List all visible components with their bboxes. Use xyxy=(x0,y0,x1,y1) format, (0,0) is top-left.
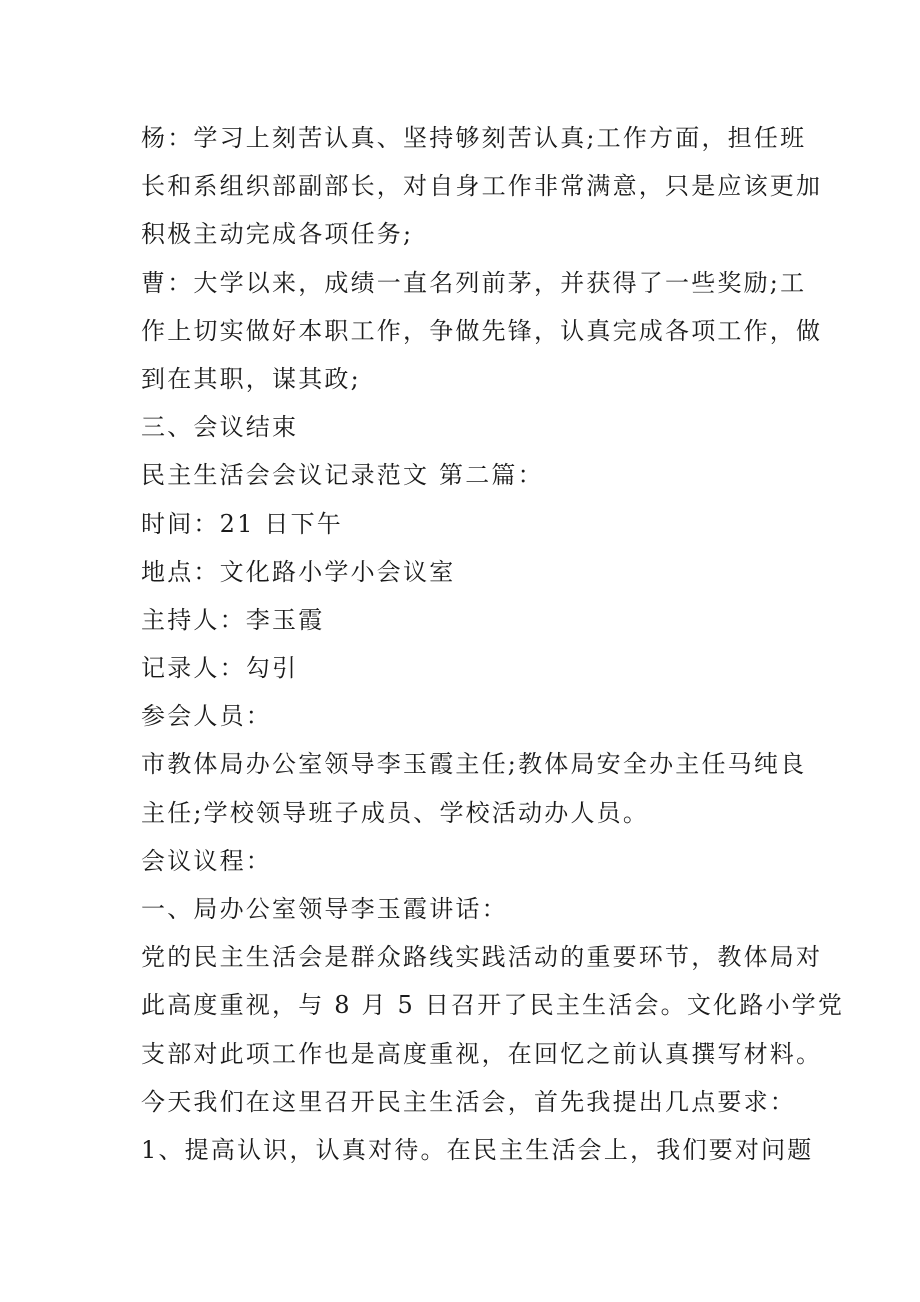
meeting-recorder: 记录人：勾引 xyxy=(141,654,299,683)
text-line: 党的民主生活会是群众路线实践活动的重要环节，教体局对 xyxy=(141,943,823,972)
text-line: 作上切实做好本职工作，争做先锋，认真完成各项工作，做 xyxy=(141,316,823,345)
section-heading: 三、会议结束 xyxy=(141,413,299,442)
document-body xyxy=(141,114,845,1174)
text-line: 主任;学校领导班子成员、学校活动办人员。 xyxy=(141,798,650,827)
text-line: 1、提高认识，认真对待。在民主生活会上，我们要对问题 xyxy=(141,1135,814,1164)
section-heading: 一、局办公室领导李玉霞讲话： xyxy=(141,895,508,923)
meeting-location: 地点：文化路小学小会议室 xyxy=(141,557,456,586)
text-line: 今天我们在这里召开民主生活会，首先我提出几点要求： xyxy=(141,1087,796,1116)
meeting-time: 时间：21 日下午 xyxy=(141,509,343,538)
document-title: 民主生活会会议记录范文 第二篇： xyxy=(141,461,544,490)
text-line: 杨：学习上刻苦认真、坚持够刻苦认真;工作方面，担任班 xyxy=(141,124,807,152)
text-line: 长和系组织部副部长，对自身工作非常满意，只是应该更加 xyxy=(141,172,823,201)
meeting-host: 主持人：李玉霞 xyxy=(141,605,325,634)
text-line: 到在其职，谋其政; xyxy=(141,364,361,393)
text-line: 市教体局办公室领导李玉霞主任;教体局安全办主任马纯良 xyxy=(141,750,807,779)
text-line: 支部对此项工作也是高度重视，在回忆之前认真撰写材料。 xyxy=(141,1039,823,1068)
text-line: 曹：大学以来，成绩一直名列前茅，并获得了一些奖励;工 xyxy=(141,268,807,297)
text-line: 此高度重视，与 8 月 5 日召开了民主生活会。文化路小学党 xyxy=(141,991,845,1020)
text-line: 积极主动完成各项任务; xyxy=(141,220,414,249)
attendees-label: 参会人员： xyxy=(141,702,272,731)
agenda-label: 会议议程： xyxy=(141,846,272,875)
